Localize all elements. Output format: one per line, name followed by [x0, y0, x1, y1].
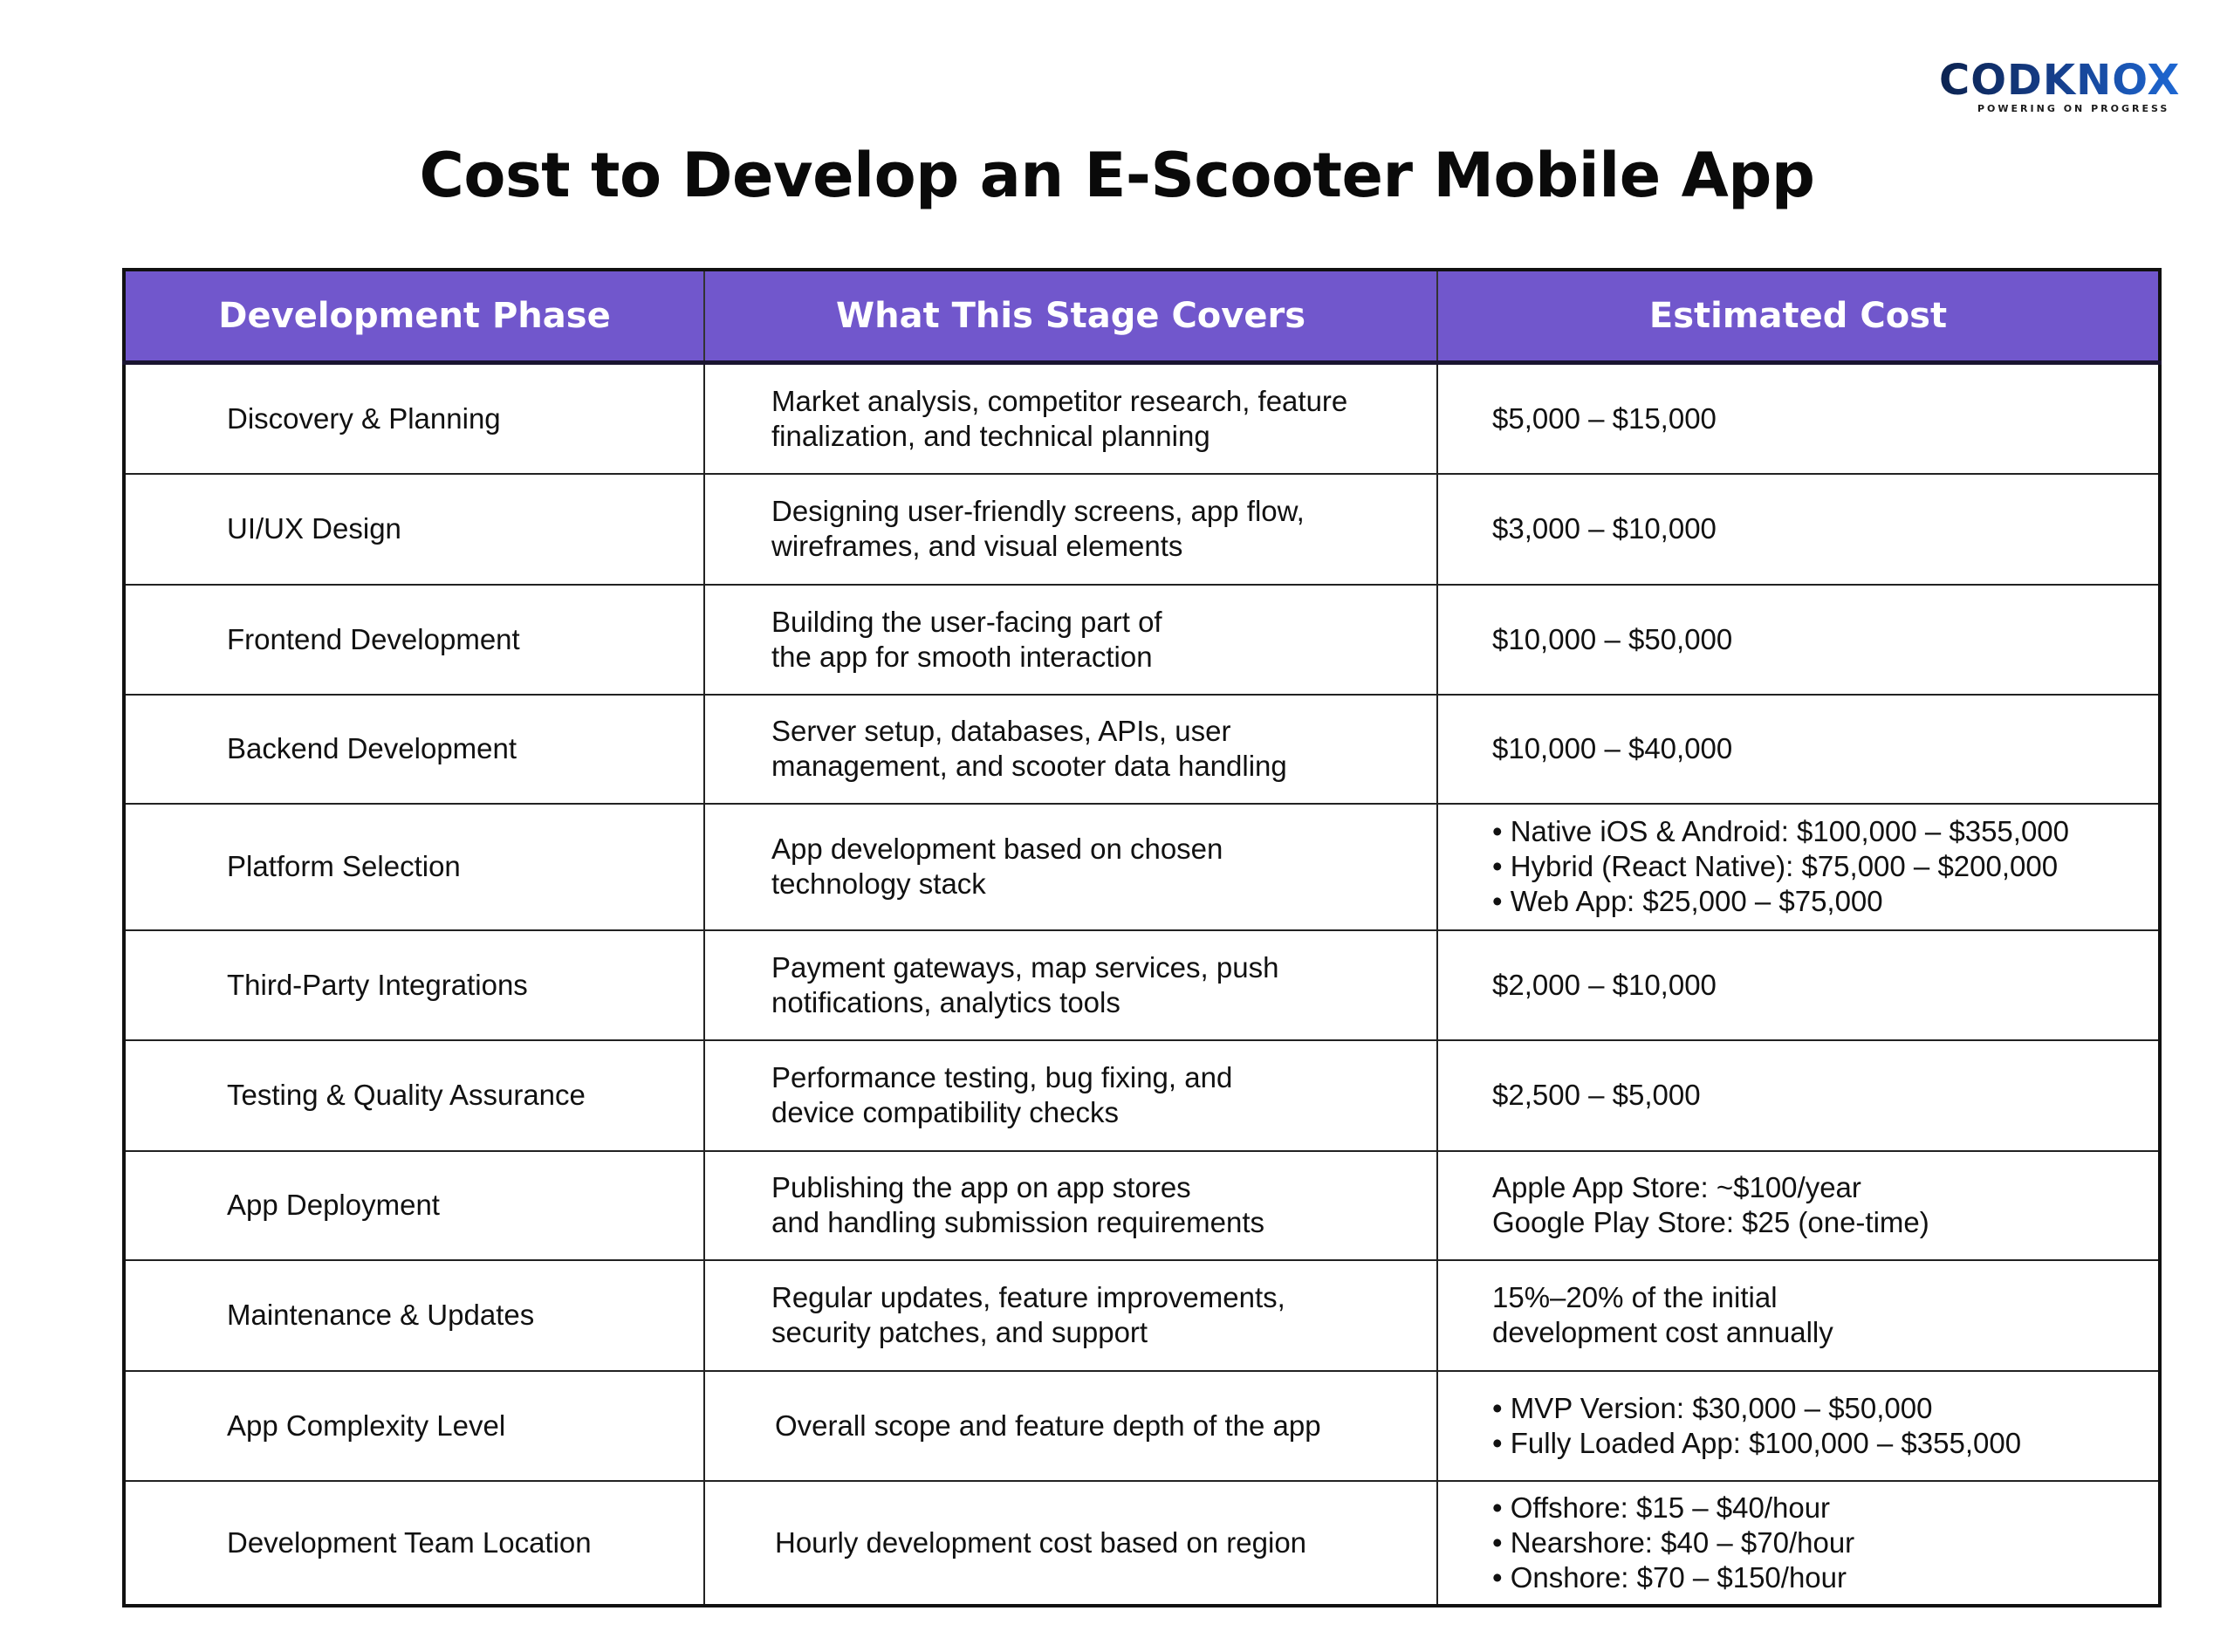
column-header-covers: What This Stage Covers: [704, 270, 1437, 363]
table-row: [124, 585, 2160, 695]
cost-cell: Apple App Store: ~$100/year Google Play Store: $25 (one-time): [1437, 1151, 2160, 1260]
phase-cell: UI/UX Design: [124, 474, 704, 585]
page-title: Cost to Develop an E-Scooter Mobile App: [419, 140, 1815, 211]
covers-cell: Payment gateways, map services, push notifications, analytics tools: [704, 930, 1437, 1040]
phase-cell: Development Team Location: [124, 1481, 704, 1606]
cost-cell: • MVP Version: $30,000 – $50,000 • Fully Loaded App: $100,000 – $355,000: [1437, 1371, 2160, 1481]
phase-cell: Third-Party Integrations: [124, 930, 704, 1040]
table-row: [124, 695, 2160, 804]
table-row: [124, 1481, 2160, 1606]
phase-cell: Frontend Development: [124, 585, 704, 695]
table-row: [124, 1151, 2160, 1260]
cost-table: [122, 268, 2162, 1607]
cost-cell: $10,000 – $50,000: [1437, 585, 2160, 695]
brand-logo: [1939, 58, 2201, 119]
cost-cell: • Offshore: $15 – $40/hour • Nearshore: $40 – $70/hour • Onshore: $70 – $150/hour: [1437, 1481, 2160, 1606]
table-row: [124, 804, 2160, 930]
covers-cell: Performance testing, bug fixing, and device compatibility checks: [704, 1040, 1437, 1151]
covers-cell: Overall scope and feature depth of the app: [704, 1371, 1437, 1481]
cost-cell: $10,000 – $40,000: [1437, 695, 2160, 804]
covers-cell: Designing user-friendly screens, app flow, wireframes, and visual elements: [704, 474, 1437, 585]
covers-cell: Hourly development cost based on region: [704, 1481, 1437, 1606]
covers-cell: Building the user-facing part of the app for smooth interaction: [704, 585, 1437, 695]
phase-cell: Discovery & Planning: [124, 363, 704, 474]
table-row: [124, 1371, 2160, 1481]
cost-cell: $2,000 – $10,000: [1437, 930, 2160, 1040]
covers-cell: Market analysis, competitor research, feature finalization, and technical planning: [704, 363, 1437, 474]
brand-name: CODKNOX: [1939, 58, 2201, 103]
covers-cell: Publishing the app on app stores and handling submission requirements: [704, 1151, 1437, 1260]
phase-cell: Testing & Quality Assurance: [124, 1040, 704, 1151]
phase-cell: App Complexity Level: [124, 1371, 704, 1481]
table-header-row: [124, 270, 2160, 363]
brand-tagline: POWERING ON PROGRESS: [1977, 103, 2170, 114]
phase-cell: Backend Development: [124, 695, 704, 804]
table-row: [124, 474, 2160, 585]
cost-cell: $2,500 – $5,000: [1437, 1040, 2160, 1151]
covers-cell: Server setup, databases, APIs, user management, and scooter data handling: [704, 695, 1437, 804]
cost-cell: $3,000 – $10,000: [1437, 474, 2160, 585]
phase-cell: Maintenance & Updates: [124, 1260, 704, 1371]
covers-cell: Regular updates, feature improvements, security patches, and support: [704, 1260, 1437, 1371]
phase-cell: Platform Selection: [124, 804, 704, 930]
covers-cell: App development based on chosen technology stack: [704, 804, 1437, 930]
column-header-phase: Development Phase: [124, 270, 704, 363]
cost-cell: $5,000 – $15,000: [1437, 363, 2160, 474]
column-header-cost: Estimated Cost: [1437, 270, 2160, 363]
table-row: [124, 1040, 2160, 1151]
cost-cell: 15%–20% of the initial development cost annually: [1437, 1260, 2160, 1371]
cost-cell: • Native iOS & Android: $100,000 – $355,000 • Hybrid (React Native): $75,000 – $200,000 • Web App: $25,000 – $75,000: [1437, 804, 2160, 930]
table-row: [124, 930, 2160, 1040]
table-row: [124, 1260, 2160, 1371]
table-row: [124, 363, 2160, 474]
phase-cell: App Deployment: [124, 1151, 704, 1260]
